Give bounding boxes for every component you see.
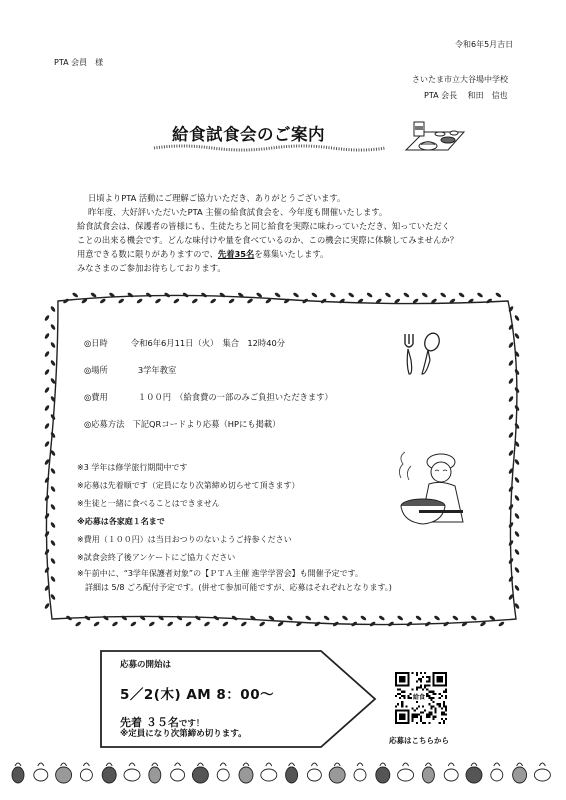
callout-capacity-suffix: です！ [178,719,205,729]
school-lunch-tray-illustration [404,120,466,164]
fee-row [84,391,333,403]
datetime-value: 令和6年6月11日（火） 集合 12時40分 [130,338,286,348]
recipient: PTA 会員 様 [54,58,104,67]
recruit-text: 用意できる数に限りがありますので、 [77,249,218,259]
intro-line-6: みなさまのご参加お待ちしております。 [77,263,226,273]
vegetable-border-decoration [8,757,558,789]
note-3: ※生徒と一緒に食べることはできません [77,499,220,508]
issue-date: 令和6年5月吉日 [455,40,514,49]
sender-name: PTA 会長 和田 信也 [424,91,508,100]
page-title: 給食試食会のご案内 [172,125,325,144]
intro-line-1: 日頃よりPTA 活動にご理解ご協力いただき、ありがとうございます。 [88,193,346,203]
place-value: 3学年教室 [137,365,177,375]
place-row [84,364,176,376]
title-underline-decoration [152,143,387,153]
qr-center-label: 給食 [413,694,426,701]
place-label: ◎場所 [84,365,108,375]
note-8: 詳細は 5/8 ごろ配付予定です。(併せて参加可能ですが、応募はそれぞれとなります。) [77,583,392,592]
callout-heading: 応募の開始は [120,660,172,670]
recruit-text-tail: を募集いたします。 [254,249,329,259]
apply-value: 下記QRコードより応募（HPにも掲載） [132,419,281,429]
note-6: ※試食会終了後アンケートにご協力ください [77,553,236,562]
apply-row [84,418,280,430]
note-5: ※費用（１００円）は当日おつりのないようご持参ください [77,535,292,544]
fork-spoon-icon [397,330,447,378]
datetime-row [84,337,285,349]
qr-code[interactable] [395,672,447,724]
school-name: さいたま市立大谷場中学校 [412,75,508,84]
note-1: ※3 学年は修学旅行期間中です [77,463,188,472]
datetime-label: ◎日時 [84,338,108,348]
callout-start-time: 5／2(木) AM 8：00～ [120,687,275,703]
cook-illustration [393,450,469,530]
fee-value: １００円 （給食費の一部のみご負担いただきます） [137,392,333,402]
recruit-emphasis: 先着35名 [217,249,255,259]
intro-line-4: ことの出来る機会です。どんな味付けや量を食べているのか、この機会に実際に体験してみませんか？ [77,235,458,245]
fee-label: ◎費用 [84,392,108,402]
qr-caption: 応募はこちらから [389,736,449,745]
note-7: ※午前中に、“3学年保護者対象”の【ＰＴＡ主催 進学学習会】も開催予定です。 [77,569,363,578]
intro-line-2: 昨年度、大好評いただいたPTA 主催の給食試食会を、今年度も開催いたします。 [88,207,388,217]
apply-label: ◎応募方法 [84,419,125,429]
callout-capacity-strong: 先着 ３５名 [120,716,179,729]
intro-line-3: 給食試食会は、保護者の皆様にも、生徒たちと同じ給食を実際に味わっていただき、知っていただく [77,221,450,231]
intro-line-5 [77,248,328,262]
note-2: ※応募は先着順です（定員になり次第締め切らせて頂きます） [77,481,300,490]
callout-limit-note: ※定員になり次第締め切ります。 [120,729,247,739]
note-4: ※応募は各家庭１名まで [77,517,165,526]
